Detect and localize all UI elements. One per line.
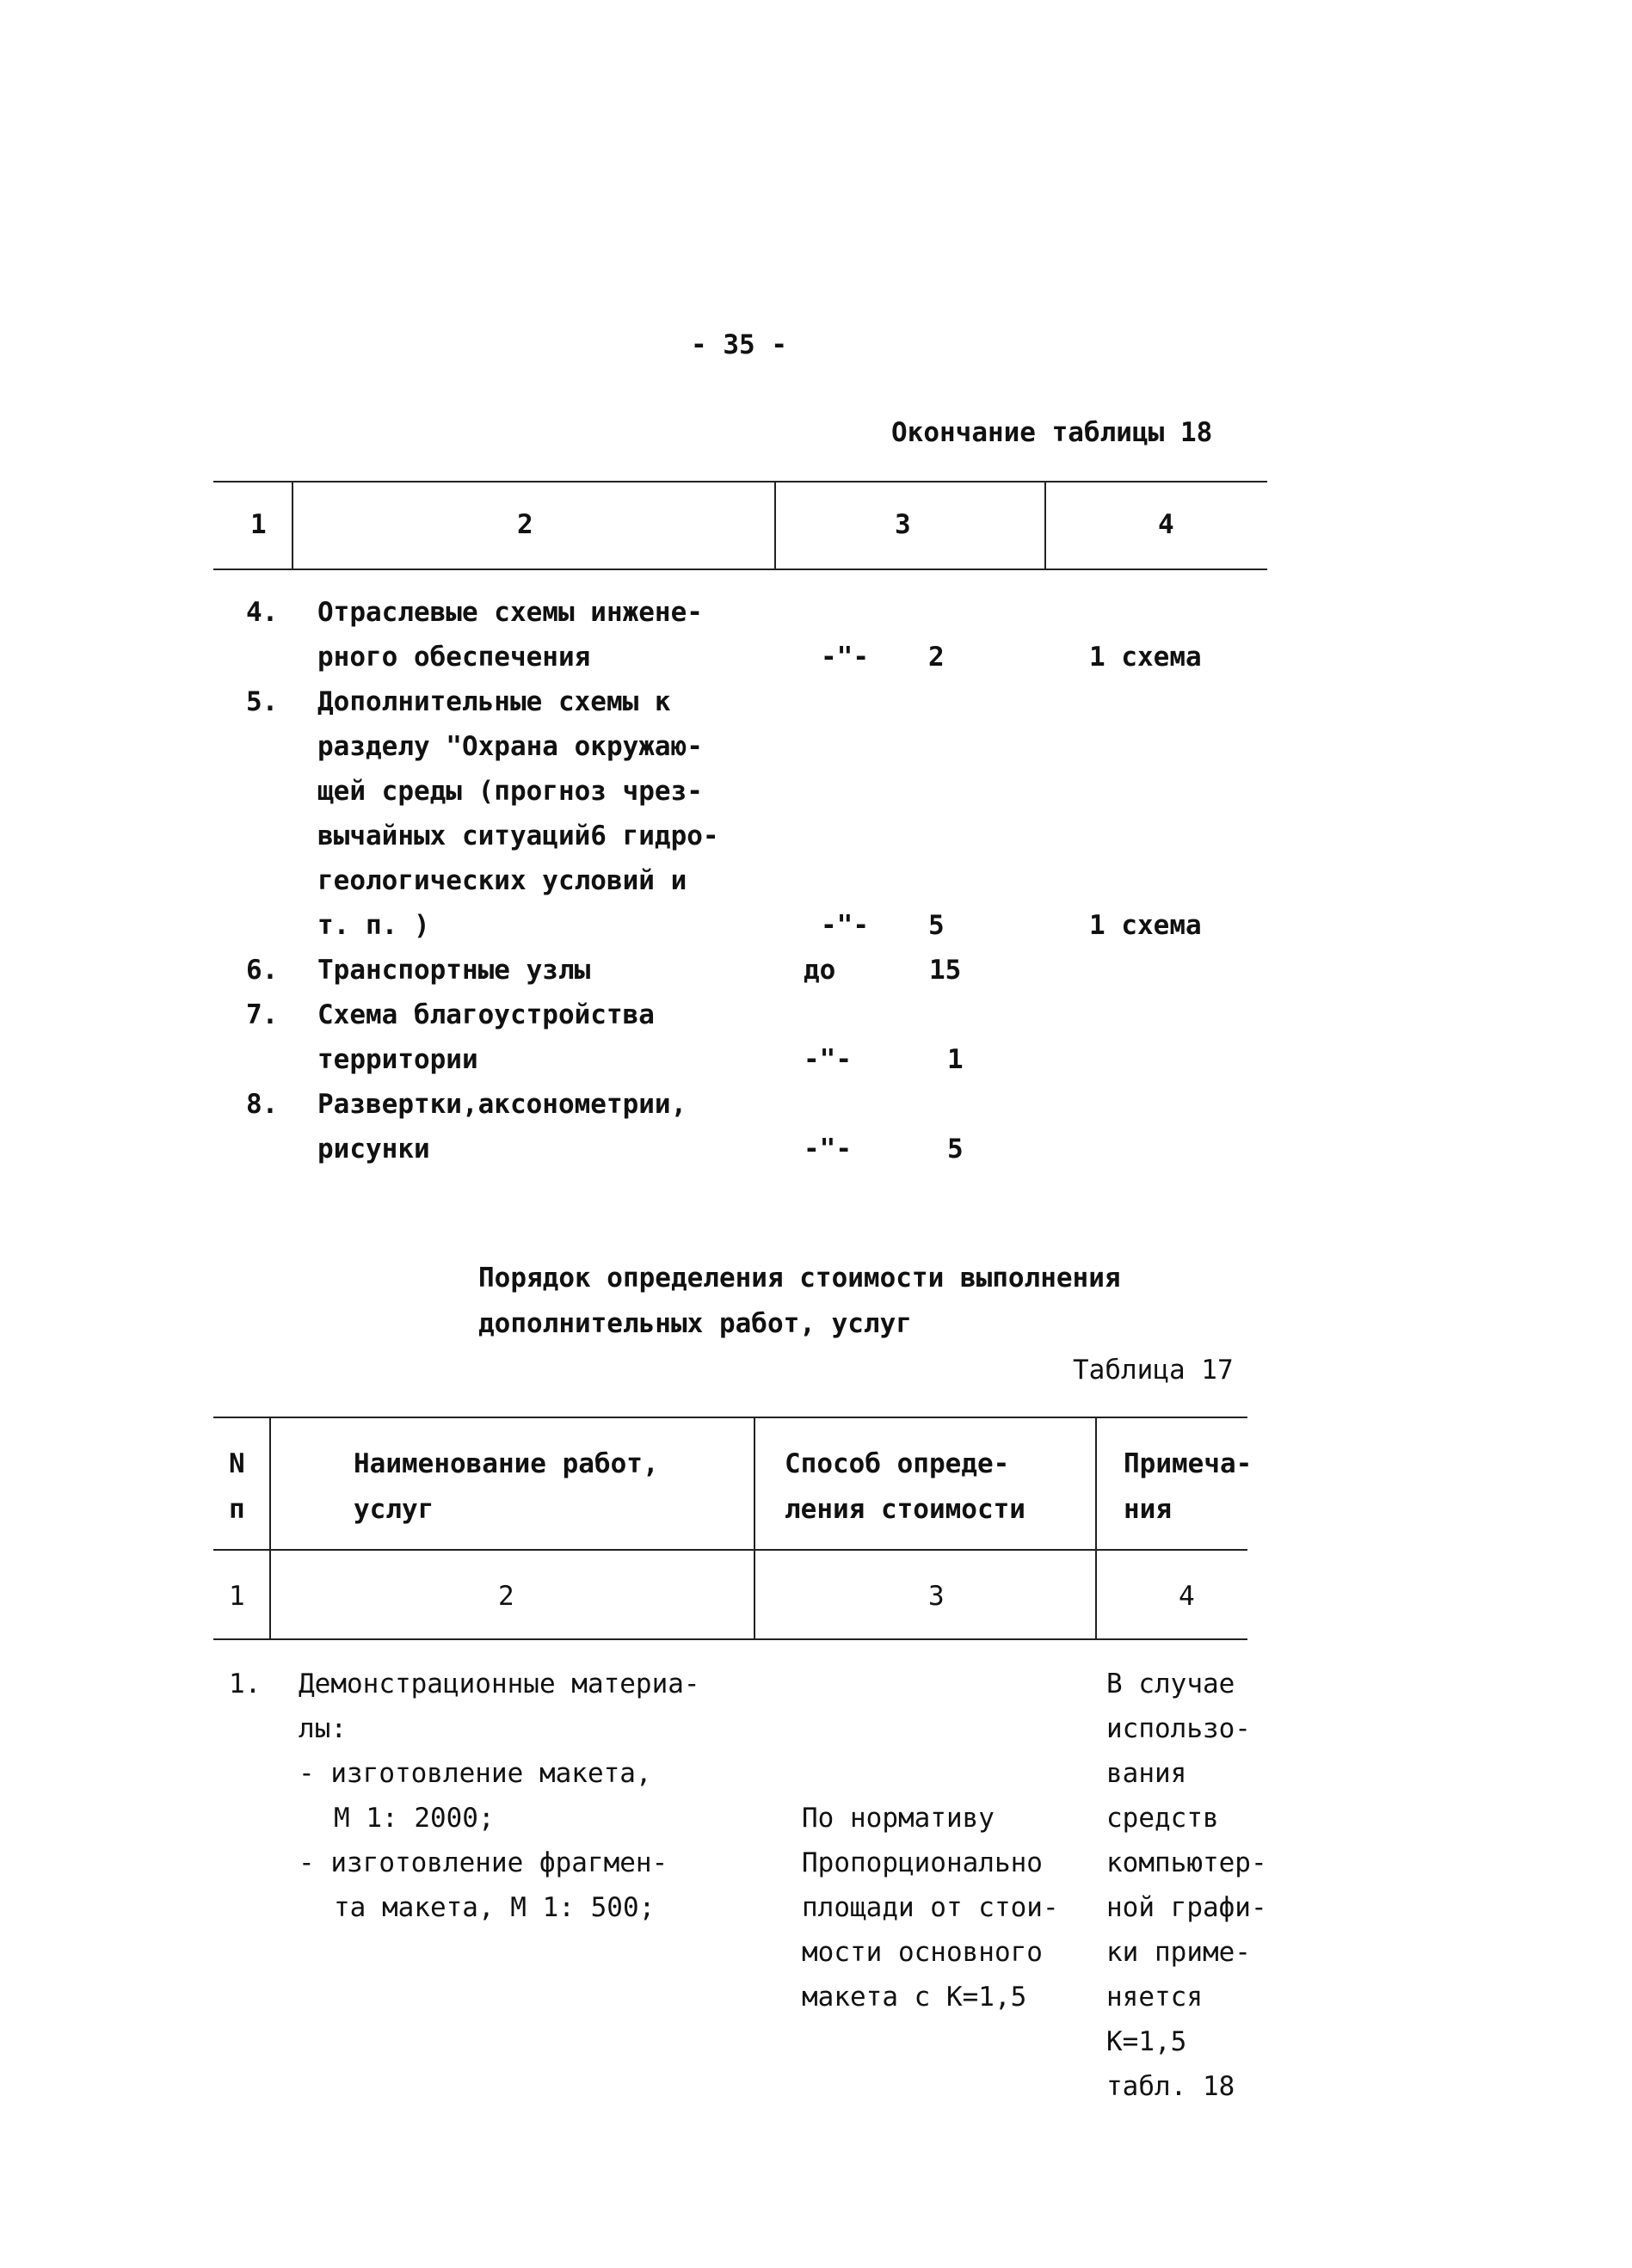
row-description: Демонстрационные материа- [299, 1669, 700, 1699]
row-description: Схема благоустройства [317, 999, 655, 1030]
row-description: рисунки [317, 1134, 430, 1165]
row-method: -"- [821, 642, 869, 673]
table17-number-1: 1 [229, 1581, 245, 1612]
row-note: К=1,5 [1106, 2026, 1187, 2057]
row-description: разделу "Охрана окружаю- [317, 731, 703, 762]
row-description: территории [317, 1044, 478, 1075]
table17-header-col3: Способ опреде- [785, 1448, 1010, 1479]
table17-col-divider [754, 1417, 755, 1638]
row-number: 6. [246, 955, 279, 986]
table18-header-2: 2 [517, 509, 533, 540]
table18-col-divider [292, 481, 293, 569]
row-note: 1 схема [1089, 910, 1202, 941]
row-note: средств [1106, 1803, 1219, 1834]
row-description: Отраслевые схемы инжене- [317, 597, 703, 628]
row-note: 1 схема [1089, 642, 1202, 673]
table17-col-divider [269, 1417, 271, 1638]
row-method: до [804, 955, 836, 986]
row-description: щей среды (прогноз чрез- [317, 776, 703, 807]
table17-number-2: 2 [498, 1581, 514, 1612]
table17-number-4: 4 [1179, 1581, 1195, 1612]
table17-number-3: 3 [928, 1581, 945, 1612]
table18-header-4: 4 [1158, 509, 1174, 540]
row-number: 7. [246, 999, 279, 1030]
row-note: няется [1106, 1982, 1203, 2013]
row-value: 15 [929, 955, 962, 986]
row-note: ной графи- [1106, 1892, 1267, 1923]
table18-header-3: 3 [895, 509, 911, 540]
table17-header-col2: услуг [354, 1494, 434, 1525]
table17-header-col3: ления стоимости [785, 1494, 1025, 1525]
table18-col-divider [1044, 481, 1046, 569]
row-method: мости основного [802, 1937, 1043, 1968]
row-number: 4. [246, 597, 279, 628]
table17-header-col1: N [229, 1448, 245, 1479]
row-method: По нормативу [802, 1803, 995, 1834]
row-description: вычайных ситуаций6 гидро- [317, 821, 719, 851]
row-number: 1. [229, 1669, 262, 1699]
row-description: рного обеспечения [317, 642, 591, 673]
row-description: та макета, М 1: 500; [334, 1892, 656, 1923]
row-note: ки приме- [1106, 1937, 1251, 1968]
row-value: 5 [947, 1134, 964, 1165]
section-title: дополнительных работ, услуг [478, 1308, 912, 1339]
row-note: вания [1106, 1758, 1187, 1789]
table17-header-rule [213, 1549, 1247, 1551]
table17-caption: Таблица 17 [1073, 1355, 1234, 1386]
row-description: Транспортные узлы [317, 955, 591, 986]
row-description: Развертки,аксонометрии, [317, 1089, 687, 1120]
row-method: -"- [804, 1044, 852, 1075]
table17-header-col4: ния [1124, 1494, 1172, 1525]
table18-caption: Окончание таблицы 18 [891, 417, 1213, 448]
row-description: М 1: 2000; [334, 1803, 495, 1834]
table17-header-col1: п [229, 1494, 245, 1525]
row-description: - изготовление макета, [299, 1758, 652, 1789]
table18-top-rule [213, 481, 1267, 482]
row-number: 5. [246, 686, 279, 717]
table17-col-divider [1095, 1417, 1097, 1638]
row-description: Дополнительные схемы к [317, 686, 671, 717]
table17-header-col2: Наименование работ, [354, 1448, 659, 1479]
row-note: использо- [1106, 1713, 1251, 1744]
row-note: компьютер- [1106, 1847, 1267, 1878]
table17-numbers-rule [213, 1638, 1247, 1640]
table18-col-divider [774, 481, 776, 569]
row-description: - изготовление фрагмен- [299, 1847, 668, 1878]
row-value: 1 [947, 1044, 964, 1075]
row-method: макета с К=1,5 [802, 1982, 1027, 2013]
row-note: табл. 18 [1106, 2071, 1235, 2102]
row-description: т. п. ) [317, 910, 430, 941]
row-number: 8. [246, 1089, 279, 1120]
row-value: 5 [928, 910, 945, 941]
page-number: - 35 - [691, 329, 787, 360]
table18-header-rule [213, 569, 1267, 570]
row-method: площади от стои- [802, 1892, 1059, 1923]
section-title: Порядок определения стоимости выполнения [478, 1263, 1121, 1294]
row-method: -"- [804, 1134, 852, 1165]
row-description: лы: [299, 1713, 347, 1744]
row-value: 2 [928, 642, 945, 673]
table18-header-1: 1 [250, 509, 267, 540]
row-description: геологических условий и [317, 865, 687, 896]
table17-header-col4: Примеча- [1124, 1448, 1253, 1479]
row-method: Пропорционально [802, 1847, 1043, 1878]
table17-top-rule [213, 1417, 1247, 1418]
row-method: -"- [821, 910, 869, 941]
row-note: В случае [1106, 1669, 1235, 1699]
